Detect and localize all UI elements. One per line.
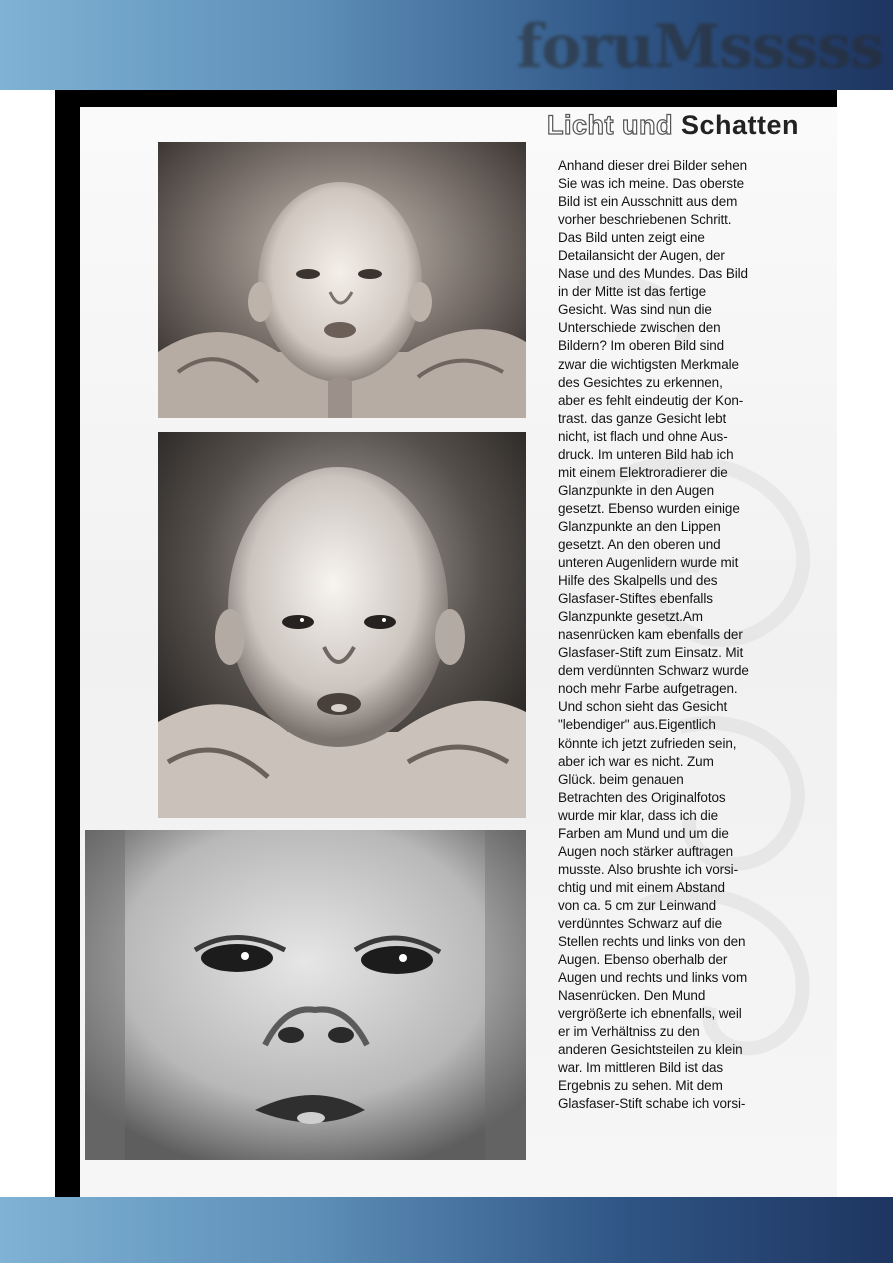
article-body-text: Anhand dieser drei Bilder sehen Sie was ich meine. Das oberste Bild ist ein Ausschnitt aus dem vorher beschriebenen Schritt. Das Bild unten zeigt eine Detailansicht der Augen, der Nase und des Mundes. Das Bild in der Mitte ist das fertige Gesicht. Was sind nun die Unterschiede zwischen den Bildern? Im oberen Bild sind zwar die wichtigsten Merkmale des Gesichtes zu erkennen, aber es fehlt eindeutig der Kon- trast. das ganze Gesicht lebt nicht, ist flach und ohne Aus- druck. Im unteren Bild hab ich mit einem Elektroradierer die Glanzpunkte in den Augen gesetzt. Ebenso wurden einige Glanzpunkte an den Lippen gesetzt. An den oberen und unteren Augenlidern wurde mit Hilfe des Skalpells und des Glasfaser-Stiftes ebenfalls Glanzpunkte gesetzt.Am nasenrücken kam ebenfalls der Glasfaser-Stift zum Einsatz. Mit dem verdünnten Schwarz wurde noch mehr Farbe aufgetragen. Und schon sieht das Gesicht "lebendiger" aus.Eigentlich könnte ich jetzt zufrieden sein, aber ich war es nicht. Zum Glück. beim genauen Betrachten des Originalfotos wurde mir klar, dass ich die Farben am Mund und um die Augen noch stärker auftragen musste. Also brushte ich vorsi- chtig und mit einem Abstand von ca. 5 cm zur Leinwand verdünntes Schwarz auf die Stellen rechts und links von den Augen. Ebenso oberhalb der Augen und rechts und links vom Nasenrücken. Den Mund vergrößerte ich ebnenfalls, weil er im Verhältniss zu den anderen Gesichtsteilen zu klein war. Im mittleren Bild ist das Ergebnis zu sehen. Mit dem Glasfaser-Stift schabe ich vorsi-: [558, 158, 749, 1112]
article-title: [547, 110, 799, 141]
baby-portrait-top-photo: [158, 142, 526, 418]
page-content: [80, 107, 837, 1197]
forum-logo: foruMsssss: [516, 12, 883, 82]
top-banner: [0, 0, 893, 90]
baby-face-detail-photo: [85, 830, 526, 1160]
baby-portrait-middle-photo: [158, 432, 526, 818]
title-solid-text: Schatten: [681, 110, 800, 140]
magazine-page: [55, 90, 837, 1197]
title-outline-text: Licht und: [547, 110, 673, 140]
bottom-banner: [0, 1197, 893, 1263]
